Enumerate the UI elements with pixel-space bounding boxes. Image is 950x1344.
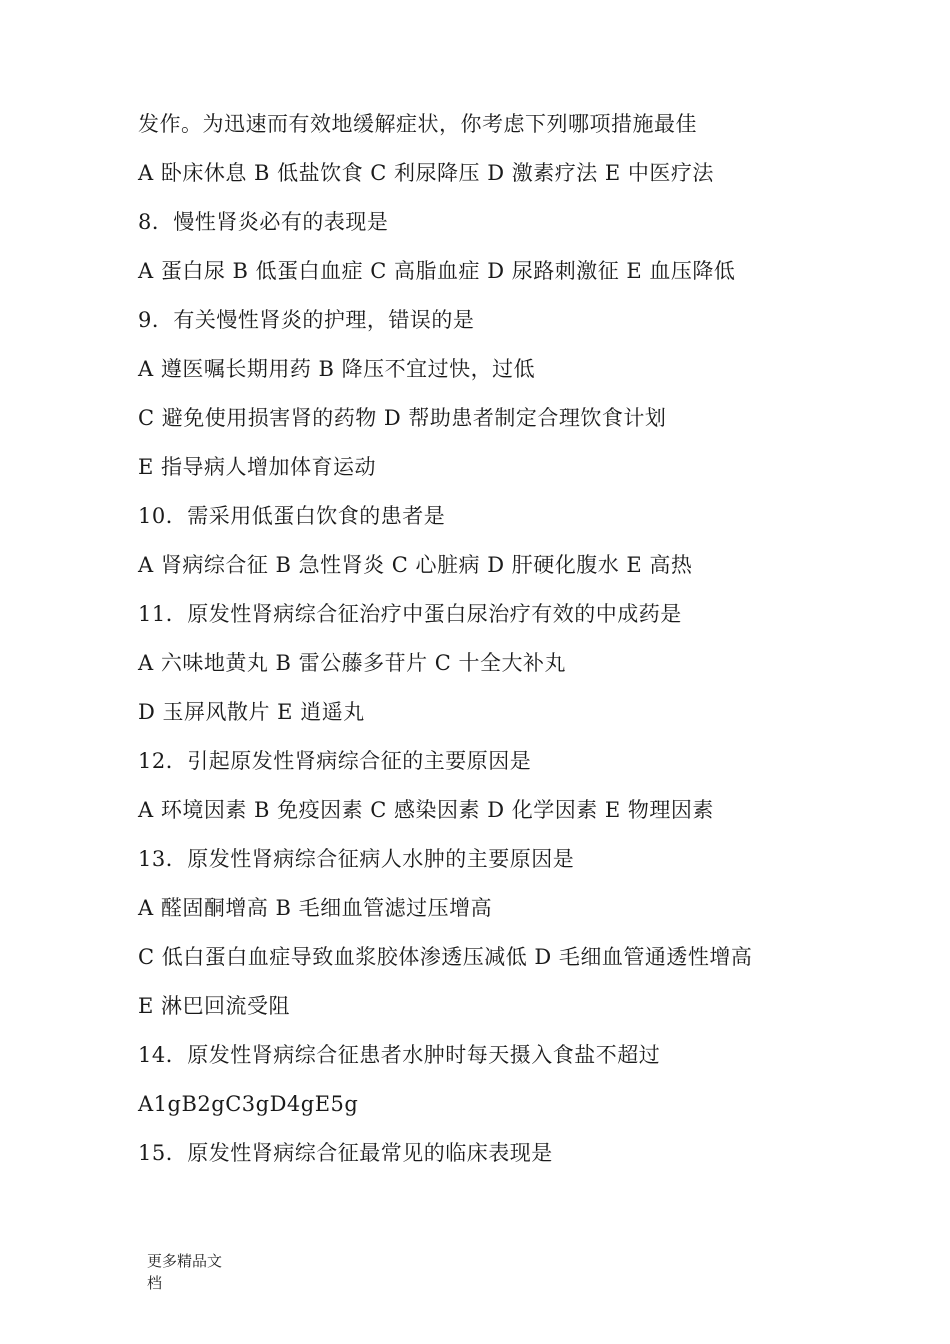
- text-line: A1gB2gC3gD4gE5g: [138, 1092, 359, 1116]
- text-line: E 淋巴回流受阻: [138, 994, 291, 1018]
- text-line: A 卧床休息 B 低盐饮食 C 利尿降压 D 激素疗法 E 中医疗法: [138, 161, 714, 185]
- text-line: D 玉屏风散片 E 逍遥丸: [138, 700, 365, 724]
- text-line: 发作。为迅速而有效地缓解症状，你考虑下列哪项措施最佳: [138, 112, 697, 136]
- text-line: 8．慢性肾炎必有的表现是: [138, 210, 389, 234]
- text-line: 10．需采用低蛋白饮食的患者是: [138, 504, 446, 528]
- text-line: 15．原发性肾病综合征最常见的临床表现是: [138, 1141, 553, 1165]
- text-line: A 六味地黄丸 B 雷公藤多苷片 C 十全大补丸: [138, 651, 567, 675]
- text-line: A 醛固酮增高 B 毛细血管滤过压增高: [138, 896, 493, 920]
- text-line: 13．原发性肾病综合征病人水肿的主要原因是: [138, 847, 575, 871]
- text-line: A 肾病综合征 B 急性肾炎 C 心脏病 D 肝硬化腹水 E 高热: [138, 553, 693, 577]
- text-line: 14．原发性肾病综合征患者水肿时每天摄入食盐不超过: [138, 1043, 661, 1067]
- question-text-block: [138, 104, 928, 1182]
- text-line: C 低白蛋白血症导致血浆胶体渗透压减低 D 毛细血管通透性增高: [138, 945, 753, 969]
- footer-line: 档: [147, 1274, 163, 1292]
- text-line: E 指导病人增加体育运动: [138, 455, 377, 479]
- text-line: 11．原发性肾病综合征治疗中蛋白尿治疗有效的中成药是: [138, 602, 682, 626]
- text-line: C 避免使用损害肾的药物 D 帮助患者制定合理饮食计划: [138, 406, 667, 430]
- text-line: A 遵医嘱长期用药 B 降压不宜过快，过低: [138, 357, 536, 381]
- text-line: 9．有关慢性肾炎的护理，错误的是: [138, 308, 475, 332]
- footer-note: [147, 1250, 267, 1294]
- text-line: A 蛋白尿 B 低蛋白血症 C 高脂血症 D 尿路刺激征 E 血压降低: [138, 259, 736, 283]
- footer-line: 更多精品文: [147, 1252, 223, 1270]
- text-line: 12．引起原发性肾病综合征的主要原因是: [138, 749, 532, 773]
- text-line: A 环境因素 B 免疫因素 C 感染因素 D 化学因素 E 物理因素: [138, 798, 714, 822]
